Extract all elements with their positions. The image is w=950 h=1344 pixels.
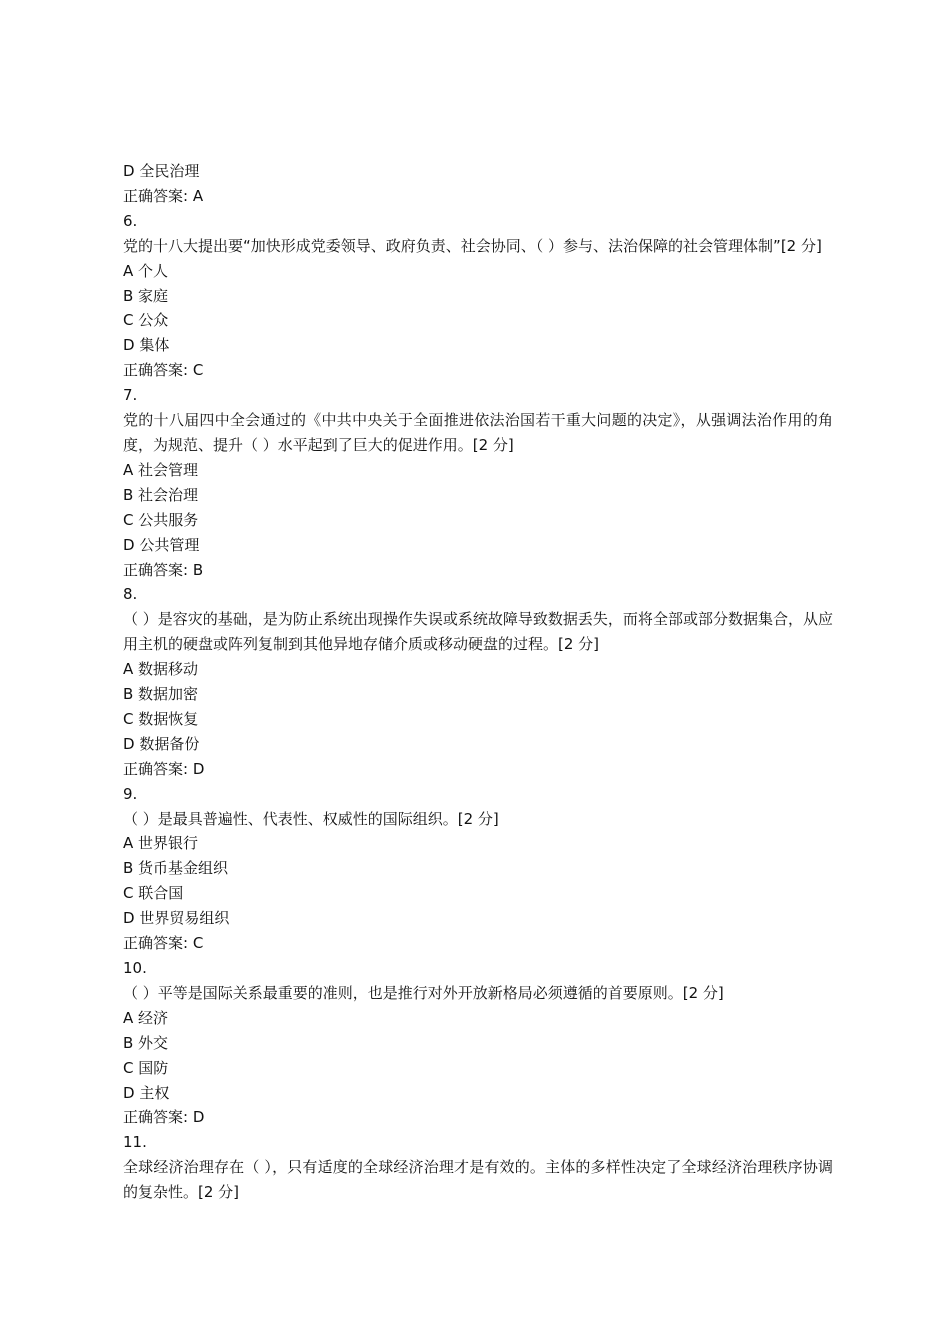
question-number: 10. — [123, 959, 147, 977]
question-text: 党的十八届四中全会通过的《中共中央关于全面推进依法治国若干重大问题的决定》，从强调法治作用的角度，为规范、提升（ ）水平起到了巨大的促进作用。[2 分] — [123, 411, 833, 454]
correct-answer: 正确答案: D — [123, 759, 205, 778]
option-c: C 联合国 — [123, 884, 184, 903]
correct-answer: 正确答案: C — [123, 361, 204, 380]
option-a: A 个人 — [123, 261, 169, 280]
document-body — [123, 159, 833, 1205]
option-c: C 公共服务 — [123, 510, 199, 529]
question-number: 9. — [123, 784, 138, 803]
question-text: （ ）是最具普遍性、代表性、权威性的国际组织。[2 分] — [123, 809, 499, 828]
correct-answer: 正确答案: D — [123, 1108, 205, 1127]
question-number: 6. — [123, 211, 138, 230]
question-number: 7. — [123, 386, 138, 405]
option-b: B 数据加密 — [123, 685, 199, 704]
option-b: B 家庭 — [123, 286, 169, 305]
prev-answer: 正确答案: A — [123, 186, 204, 205]
option-a: A 数据移动 — [123, 660, 199, 679]
question-number: 11. — [123, 1133, 147, 1152]
option-d: D 集体 — [123, 336, 170, 355]
question-10 — [123, 956, 833, 1130]
option-b: B 货币基金组织 — [123, 859, 229, 878]
option-a: A 经济 — [123, 1008, 169, 1027]
question-8 — [123, 582, 833, 781]
option-d: D 公共管理 — [123, 535, 200, 554]
option-d: D 数据备份 — [123, 734, 200, 753]
option-a: A 世界银行 — [123, 834, 199, 853]
option-c: C 数据恢复 — [123, 709, 199, 728]
option-d: D 主权 — [123, 1083, 170, 1102]
prev-option-d: D 全民治理 — [123, 162, 200, 180]
option-b: B 外交 — [123, 1033, 169, 1052]
question-6 — [123, 209, 833, 383]
correct-answer: 正确答案: C — [123, 934, 204, 953]
option-a: A 社会管理 — [123, 460, 199, 479]
question-text: 党的十八大提出要“加快形成党委领导、政府负责、社会协同、（ ）参与、法治保障的社会管理体制”[2 分] — [123, 236, 822, 255]
question-9 — [123, 782, 833, 956]
option-c: C 公众 — [123, 311, 169, 330]
option-d: D 世界贸易组织 — [123, 909, 230, 928]
option-c: C 国防 — [123, 1058, 169, 1077]
question-7 — [123, 383, 833, 582]
question-number: 8. — [123, 585, 138, 604]
question-11 — [123, 1130, 833, 1205]
correct-answer: 正确答案: B — [123, 560, 204, 579]
question-text: 全球经济治理存在（ ），只有适度的全球经济治理才是有效的。主体的多样性决定了全球经济治理秩序协调的复杂性。[2 分] — [123, 1158, 833, 1202]
question-text: （ ）是容灾的基础，是为防止系统出现操作失误或系统故障导致数据丢失，而将全部或部分数据集合，从应用主机的硬盘或阵列复制到其他异地存储介质或移动硬盘的过程。[2 分] — [123, 610, 833, 654]
option-b: B 社会治理 — [123, 485, 199, 504]
question-text: （ ）平等是国际关系最重要的准则，也是推行对外开放新格局必须遵循的首要原则。[2 分] — [123, 983, 724, 1002]
